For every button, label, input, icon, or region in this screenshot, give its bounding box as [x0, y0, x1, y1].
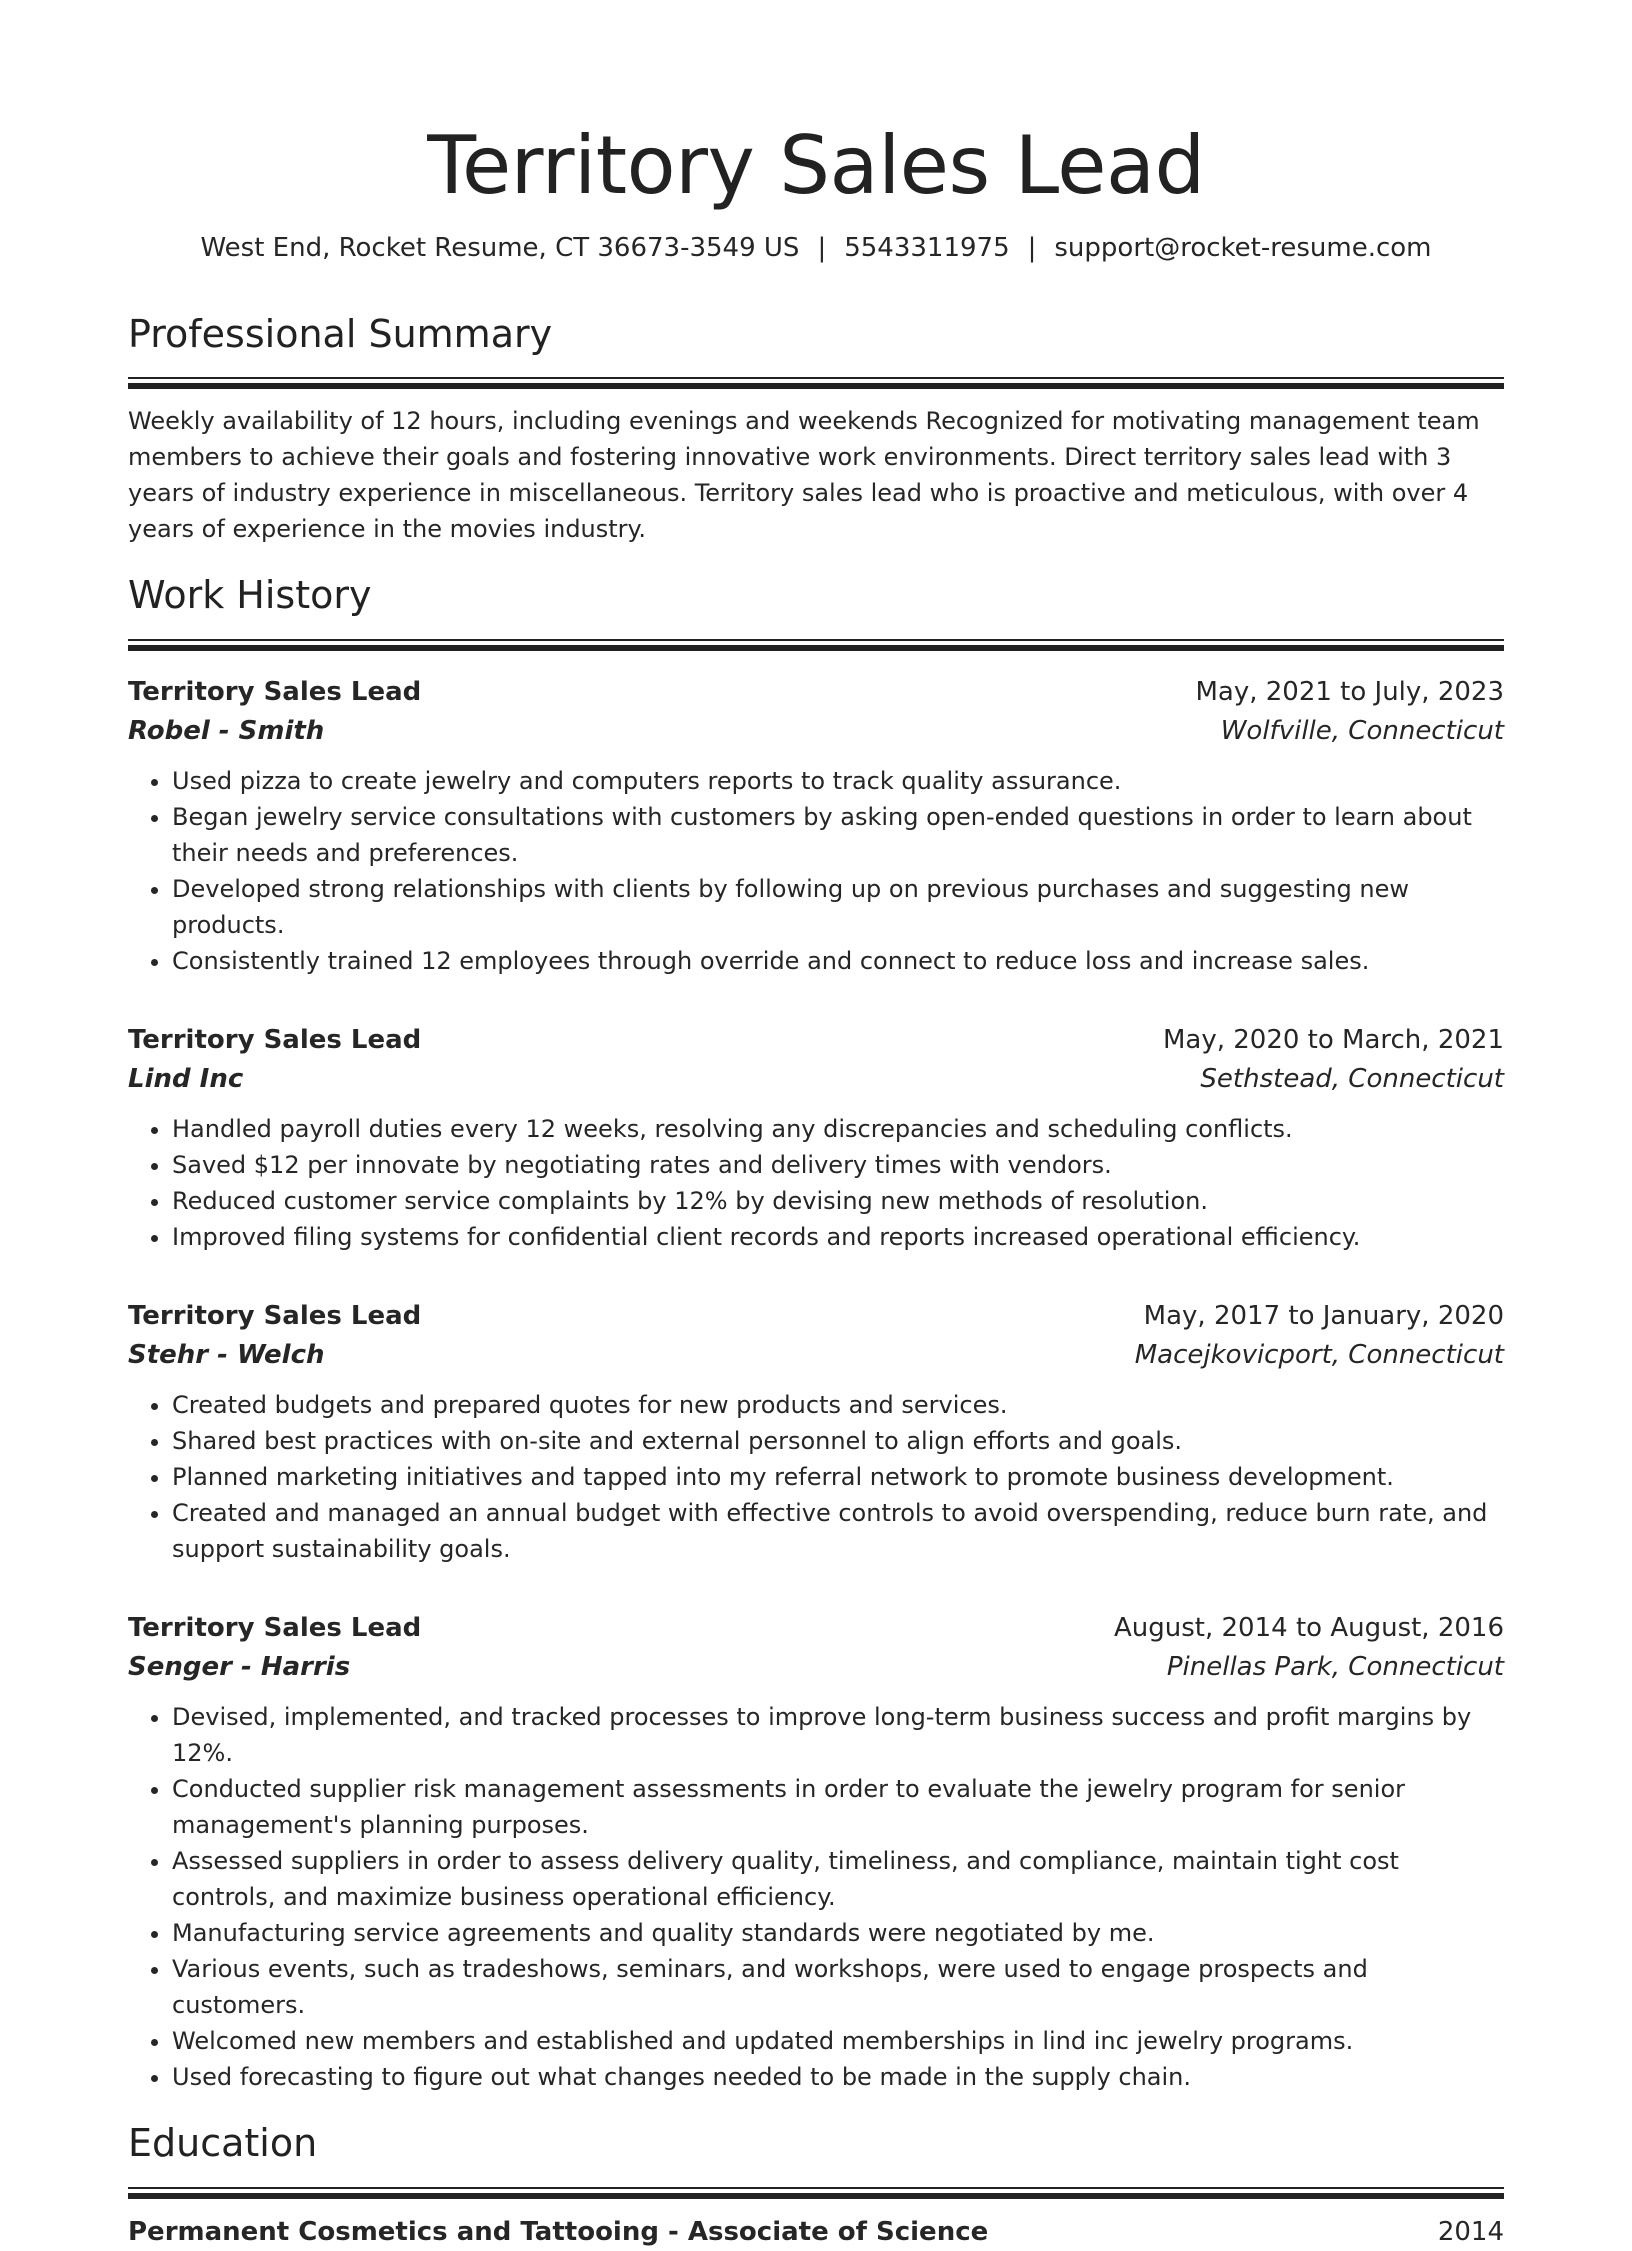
- job-bullet: • Welcomed new members and established and updated memberships in lind inc jewelry programs.: [172, 2023, 1504, 2059]
- job-company: Stehr - Welch: [128, 1339, 325, 1370]
- contact-address: West End, Rocket Resume, CT 36673-3549 US: [200, 233, 800, 263]
- job-entry: [128, 1021, 1504, 1255]
- job-bullets: [128, 1699, 1504, 2095]
- job-bullet: • Shared best practices with on-site and external personnel to align efforts and goals.: [172, 1423, 1504, 1459]
- job-company-row: [128, 1059, 1504, 1099]
- contact-separator: |: [817, 233, 827, 263]
- job-bullet: • Began jewelry service consultations with customers by asking open-ended questions in order to learn about their needs and preferences.: [172, 799, 1504, 871]
- education-year: 2014: [1437, 2216, 1504, 2247]
- contact-phone: 5543311975: [844, 233, 1010, 263]
- job-bullets: [128, 1111, 1504, 1255]
- job-bullet: • Handled payroll duties every 12 weeks, resolving any discrepancies and scheduling conflicts.: [172, 1111, 1504, 1147]
- job-bullet: • Devised, implemented, and tracked processes to improve long-term business success and profit margins by 12%.: [172, 1699, 1504, 1771]
- section-title: Education: [128, 2120, 318, 2165]
- section-divider: [128, 377, 1504, 389]
- job-header-row: [128, 1609, 1504, 1647]
- section-title: Work History: [128, 573, 372, 618]
- job-location: Pinellas Park, Connecticut: [1166, 1651, 1504, 1682]
- job-dates: May, 2017 to January, 2020: [1143, 1300, 1504, 1331]
- job-company: Senger - Harris: [128, 1651, 351, 1682]
- job-company-row: [128, 1335, 1504, 1375]
- job-bullet: • Manufacturing service agreements and quality standards were negotiated by me.: [172, 1915, 1504, 1951]
- job-bullet: • Saved $12 per innovate by negotiating rates and delivery times with vendors.: [172, 1147, 1504, 1183]
- job-dates: May, 2020 to March, 2021: [1162, 1024, 1504, 1055]
- contact-separator: |: [1027, 233, 1037, 263]
- job-dates: May, 2021 to July, 2023: [1195, 676, 1504, 707]
- job-header-row: [128, 1021, 1504, 1059]
- job-company-row: [128, 1647, 1504, 1687]
- job-bullet: • Created budgets and prepared quotes for new products and services.: [172, 1387, 1504, 1423]
- section-divider: [128, 639, 1504, 651]
- professional-summary-section: [128, 312, 1504, 548]
- job-bullet: • Assessed suppliers in order to assess delivery quality, timeliness, and compliance, maintain tight cost controls, and maximize business operational efficiency.: [172, 1843, 1504, 1915]
- job-bullet: • Created and managed an annual budget with effective controls to avoid overspending, reduce burn rate, and support sustainability goals.: [172, 1495, 1504, 1567]
- education-entry: [128, 2213, 1504, 2251]
- job-header-row: [128, 1297, 1504, 1335]
- job-company-row: [128, 711, 1504, 751]
- job-bullets: [128, 763, 1504, 979]
- resume-name: Territory Sales Lead: [427, 119, 1205, 212]
- job-entry: [128, 1297, 1504, 1567]
- contact-email: support@rocket-resume.com: [1054, 233, 1432, 263]
- job-company: Lind Inc: [128, 1063, 244, 1094]
- job-company: Robel - Smith: [128, 715, 325, 746]
- job-title: Territory Sales Lead: [128, 1612, 422, 1643]
- job-bullet: • Reduced customer service complaints by 12% by devising new methods of resolution.: [172, 1183, 1504, 1219]
- job-location: Macejkovicport, Connecticut: [1134, 1339, 1504, 1370]
- summary-text: Weekly availability of 12 hours, including evenings and weekends Recognized for motivating management team members to achieve their goals and fostering innovative work environments. Direct territory sales lead with 3 years of industry experience in miscellaneous. Territory sales lead who is proactive and meticulous, with over 4 years of experience in the movies industry.: [128, 407, 1480, 544]
- job-title: Territory Sales Lead: [128, 676, 422, 707]
- job-bullet: • Improved filing systems for confidential client records and reports increased operational efficiency.: [172, 1219, 1504, 1255]
- job-header-row: [128, 673, 1504, 711]
- job-title: Territory Sales Lead: [128, 1024, 422, 1055]
- job-title: Territory Sales Lead: [128, 1300, 422, 1331]
- job-bullet: • Used pizza to create jewelry and computers reports to track quality assurance.: [172, 763, 1504, 799]
- work-history-section: [128, 573, 1504, 2095]
- job-bullet: • Planned marketing initiatives and tapped into my referral network to promote business development.: [172, 1459, 1504, 1495]
- job-location: Sethstead, Connecticut: [1200, 1063, 1504, 1094]
- job-bullet: • Used forecasting to figure out what changes needed to be made in the supply chain.: [172, 2059, 1504, 2095]
- job-bullet: • Consistently trained 12 employees through override and connect to reduce loss and increase sales.: [172, 943, 1504, 979]
- section-title: Professional Summary: [128, 311, 553, 356]
- section-divider: [128, 2187, 1504, 2199]
- job-dates: August, 2014 to August, 2016: [1114, 1612, 1504, 1643]
- job-entry: [128, 1609, 1504, 2095]
- job-bullet: • Developed strong relationships with clients by following up on previous purchases and suggesting new products.: [172, 871, 1504, 943]
- education-degree: Permanent Cosmetics and Tattooing - Associate of Science: [128, 2216, 989, 2247]
- job-bullet: • Conducted supplier risk management assessments in order to evaluate the jewelry program for senior management's planning purposes.: [172, 1771, 1504, 1843]
- job-location: Wolfville, Connecticut: [1220, 715, 1504, 746]
- job-bullets: [128, 1387, 1504, 1567]
- job-bullet: • Various events, such as tradeshows, seminars, and workshops, were used to engage prospects and customers.: [172, 1951, 1504, 2023]
- contact-line: [128, 232, 1504, 266]
- education-section: [128, 2121, 1504, 2251]
- job-entry: [128, 673, 1504, 979]
